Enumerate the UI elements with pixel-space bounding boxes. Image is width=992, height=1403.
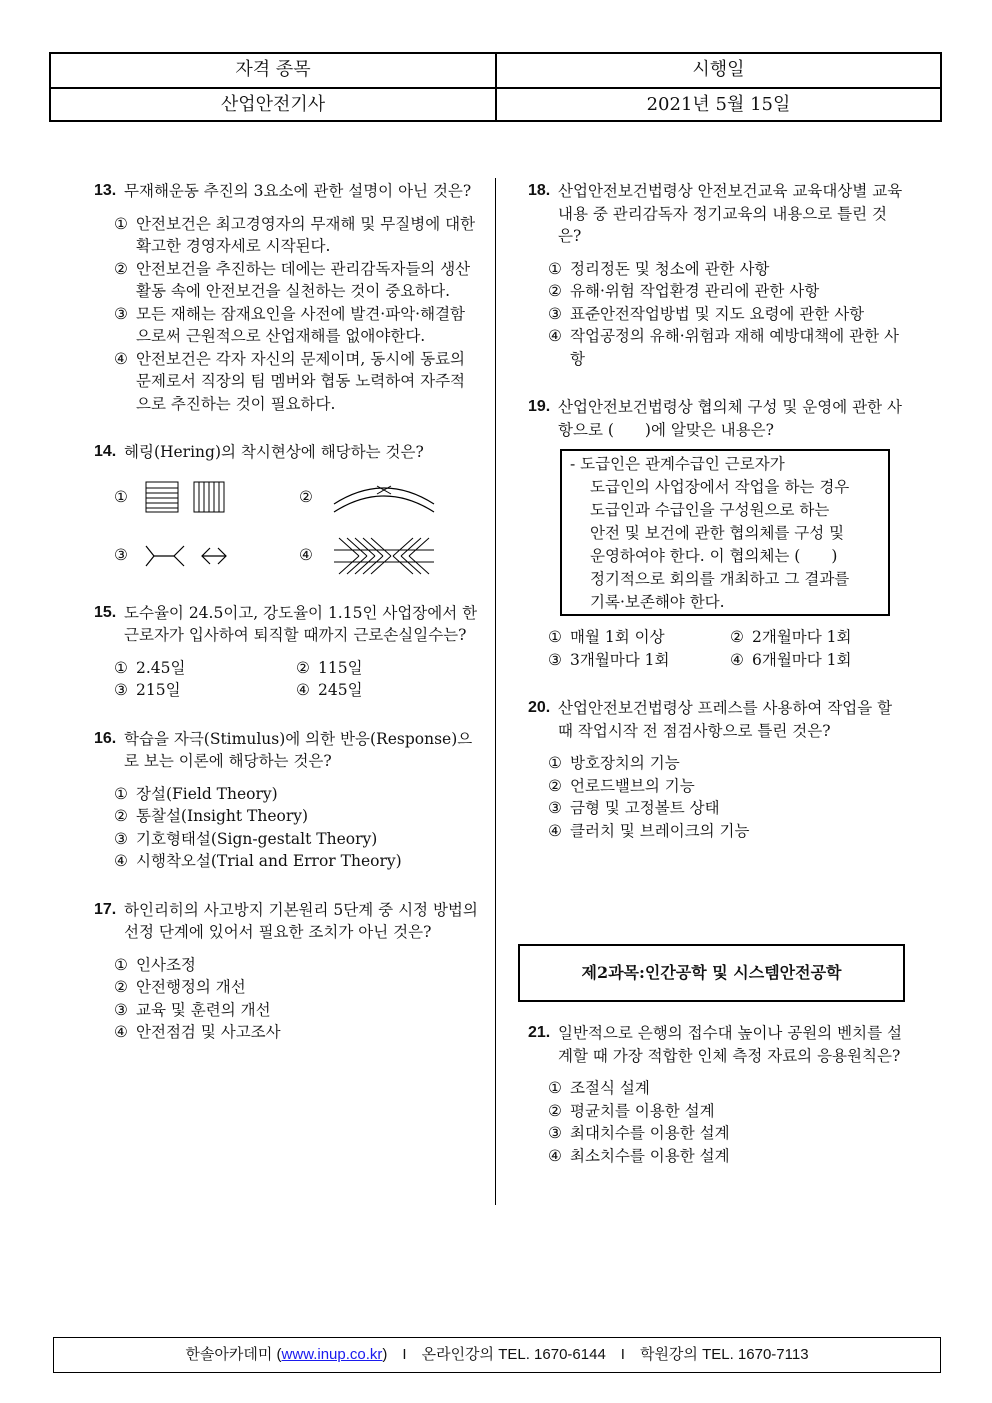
question-text: 일반적으로 은행의 접수대 높이나 공원의 벤치를 설계할 때 가장 적합한 인체 측정 자료의 응용원칙은? [558, 1024, 902, 1065]
question-19-condition-box [560, 449, 890, 616]
option-1[interactable] [548, 1077, 908, 1100]
question-number: 21. [528, 1024, 551, 1041]
option-text: 매월 1회 이상 [570, 628, 665, 646]
option-text: 2.45일 [136, 658, 186, 677]
question-17 [94, 899, 479, 1044]
option-3[interactable] [114, 828, 479, 851]
question-20 [528, 697, 908, 842]
option-mark: ② [730, 628, 744, 646]
question-text: 헤링(Hering)의 착시현상에 해당하는 것은? [124, 443, 424, 461]
option-text: 유해·위험 작업환경 관리에 관한 사항 [570, 282, 820, 300]
column-divider [495, 178, 496, 1205]
exam-header-table [49, 52, 942, 122]
question-18 [528, 180, 908, 370]
option-mark: ② [548, 1101, 562, 1120]
option-4[interactable] [114, 850, 479, 873]
option-text: 기호형태설(Sign-gestalt Theory) [136, 829, 378, 848]
option-mark: ③ [548, 799, 562, 817]
option-mark: ③ [114, 546, 128, 565]
question-number: 19. [528, 398, 551, 415]
figure-option-4[interactable] [299, 536, 484, 576]
option-mark: ③ [548, 304, 562, 323]
question-text: 산업안전보건법령상 프레스를 사용하여 작업을 할 때 작업시작 전 점검사항으로 틀린 것은? [558, 699, 893, 740]
curved-lines-illusion-icon [329, 478, 439, 518]
option-mark: ③ [114, 304, 128, 323]
option-text: 안전점검 및 사고조사 [136, 1023, 281, 1041]
option-text: 모든 재해는 잠재요인을 사전에 발견·파악·해결함으로써 근원적으로 산업재해를 없애야한다. [136, 304, 466, 345]
option-3[interactable] [114, 303, 479, 348]
option-mark: ④ [548, 821, 562, 840]
option-4[interactable] [730, 649, 912, 672]
footer-contact: ) I 온라인강의 TEL. 1670-6144 I 학원강의 TEL. 1670-7113 [382, 1346, 809, 1363]
question-13 [94, 180, 479, 415]
option-mark: ④ [299, 546, 313, 565]
option-mark: ④ [548, 327, 562, 345]
option-mark: ② [114, 807, 128, 825]
option-4[interactable] [296, 679, 478, 702]
option-list [94, 954, 479, 1044]
option-mark: ① [114, 214, 128, 233]
option-1[interactable] [114, 213, 479, 258]
condition-line: 운영하여야 한다. 이 협의체는 ( ) [590, 547, 838, 565]
option-mark: ③ [114, 829, 128, 848]
option-mark: ③ [548, 1124, 562, 1142]
muller-lyer-illusion-icon [144, 536, 244, 576]
option-1[interactable] [114, 954, 479, 977]
option-text: 클러치 및 브레이크의 기능 [570, 821, 750, 840]
condition-line: 도급인의 사업장에서 작업을 하는 경우 [590, 478, 850, 496]
option-mark: ① [548, 754, 562, 772]
option-text: 215일 [136, 681, 181, 699]
option-text: 안전보건을 추진하는 데에는 관리감독자들의 생산 활동 속에 안전보건을 실천하는 것이 중요하다. [136, 259, 471, 300]
option-mark: ④ [730, 650, 744, 669]
left-column [94, 180, 479, 1070]
question-21 [528, 1022, 908, 1167]
option-4[interactable] [548, 325, 908, 370]
option-2[interactable] [548, 1100, 908, 1123]
header-qualification-value: 산업안전기사 [220, 94, 326, 115]
option-text: 방호장치의 기능 [570, 754, 680, 772]
option-3[interactable] [548, 303, 908, 326]
option-mark: ④ [114, 349, 128, 368]
right-column-lower [528, 1022, 908, 1193]
question-text: 산업안전보건법령상 협의체 구성 및 운영에 관한 사항으로 ( )에 알맞은 내용은? [558, 398, 902, 439]
question-text: 무재해운동 추진의 3요소에 관한 설명이 아닌 것은? [124, 182, 472, 200]
option-text: 최소치수를 이용한 설계 [570, 1146, 730, 1165]
question-number: 15. [94, 603, 117, 621]
condition-line: 정기적으로 회의를 개최하고 그 결과를 [590, 570, 850, 588]
option-text: 3개월마다 1회 [570, 650, 670, 669]
condition-line: 기록·보존해야 한다. [590, 593, 725, 611]
question-14 [94, 441, 479, 576]
option-mark: ② [548, 282, 562, 300]
option-mark: ① [114, 784, 128, 803]
option-mark: ① [114, 488, 128, 507]
option-text: 2개월마다 1회 [752, 628, 852, 646]
footer-website-link[interactable]: www.inup.co.kr [281, 1346, 383, 1363]
option-text: 장설(Field Theory) [136, 784, 278, 803]
option-list [94, 213, 479, 416]
option-1[interactable] [548, 258, 908, 281]
option-text: 평균치를 이용한 설계 [570, 1101, 715, 1120]
question-15 [94, 602, 479, 702]
option-text: 통찰설(Insight Theory) [136, 807, 309, 825]
option-text: 안전행정의 개선 [136, 978, 246, 996]
option-list [528, 258, 908, 371]
option-3[interactable] [114, 999, 479, 1022]
header-date-value: 2021년 5월 15일 [495, 89, 940, 122]
option-mark: ② [114, 978, 128, 996]
option-3[interactable] [114, 679, 296, 702]
option-3[interactable] [548, 797, 908, 820]
option-2[interactable] [114, 976, 479, 999]
header-row-titles [51, 54, 940, 87]
option-3[interactable] [548, 1122, 908, 1145]
question-number: 13. [94, 182, 117, 199]
condition-line: 도급인과 수급인을 구성원으로 하는 [590, 501, 830, 519]
option-2[interactable] [548, 775, 908, 798]
stripes-illusion-icon [144, 478, 244, 518]
option-text: 최대치수를 이용한 설계 [570, 1124, 730, 1142]
option-mark: ④ [296, 681, 310, 699]
figure-option-3[interactable] [114, 536, 299, 576]
option-text: 조절식 설계 [570, 1079, 650, 1097]
option-mark: ② [114, 259, 128, 278]
option-mark: ① [548, 628, 562, 646]
option-list [528, 1077, 908, 1167]
option-text: 6개월마다 1회 [752, 650, 852, 669]
option-3[interactable] [548, 649, 730, 672]
option-text: 245일 [318, 681, 363, 699]
question-number: 17. [94, 900, 117, 918]
header-date-title: 시행일 [495, 54, 940, 87]
option-list [94, 783, 479, 873]
question-text: 하인리히의 사고방지 기본원리 5단계 중 시정 방법의 선정 단계에 있어서 필요한 조치가 아닌 것은? [124, 900, 478, 941]
option-text: 인사조정 [136, 955, 196, 974]
question-16 [94, 728, 479, 873]
condition-line: 안전 및 보건에 관한 협의체를 구성 및 [590, 524, 845, 542]
option-2[interactable] [114, 258, 479, 303]
header-row-values [51, 87, 940, 122]
option-mark: ① [548, 1079, 562, 1097]
option-text: 작업공정의 유해·위험과 재해 예방대책에 관한 사항 [570, 327, 900, 368]
figure-option-2[interactable] [299, 478, 484, 518]
option-1[interactable] [114, 657, 296, 680]
page-footer [53, 1337, 941, 1373]
condition-line: - 도급인은 관계수급인 근로자가 [570, 455, 785, 473]
question-text: 도수율이 24.5이고, 강도율이 1.15인 사업장에서 한 근로자가 입사하여 퇴직할 때까지 근로손실일수는? [124, 603, 478, 644]
option-mark: ② [296, 658, 310, 677]
option-1[interactable] [548, 626, 730, 649]
option-text: 교육 및 훈련의 개선 [136, 1000, 271, 1019]
question-number: 14. [94, 443, 117, 460]
option-text: 안전보건은 최고경영자의 무재해 및 무질병에 대한 확고한 경영자세로 시작된다. [136, 214, 476, 255]
question-text: 산업안전보건법령상 안전보건교육 교육대상별 교육내용 중 관리감독자 정기교육의 내용으로 틀린 것은? [558, 182, 903, 245]
header-qualification-title: 자격 종목 [235, 59, 311, 80]
option-mark: ② [299, 488, 313, 507]
option-text: 금형 및 고정볼트 상태 [570, 799, 720, 817]
option-4[interactable] [114, 348, 479, 416]
option-4[interactable] [114, 1021, 479, 1044]
option-mark: ① [114, 658, 128, 677]
option-mark: ① [548, 259, 562, 278]
option-mark: ④ [114, 852, 128, 870]
question-text: 학습을 자극(Stimulus)에 의한 반응(Response)으로 보는 이론에 해당하는 것은? [124, 729, 473, 770]
option-mark: ③ [548, 650, 562, 669]
footer-academy: 한솔아카데미 ( [185, 1346, 282, 1363]
option-list [94, 657, 479, 702]
question-19 [528, 396, 908, 671]
question-number: 18. [528, 182, 551, 199]
option-text: 표준안전작업방법 및 지도 요령에 관한 사항 [570, 304, 865, 323]
option-text: 언로드밸브의 기능 [570, 776, 695, 795]
option-text: 정리정돈 및 청소에 관한 사항 [570, 259, 770, 278]
option-1[interactable] [548, 752, 908, 775]
option-2[interactable] [548, 280, 908, 303]
option-mark: ② [548, 776, 562, 795]
option-mark: ④ [114, 1023, 128, 1041]
option-mark: ③ [114, 681, 128, 699]
option-text: 시행착오설(Trial and Error Theory) [136, 852, 402, 870]
option-2[interactable] [114, 805, 479, 828]
section-title-subject-2: 제2과목:인간공학 및 시스템안전공학 [518, 944, 905, 1002]
option-text: 115일 [318, 658, 363, 677]
option-list [528, 626, 908, 671]
hatched-lines-illusion-icon [329, 536, 439, 576]
question-number: 20. [528, 699, 551, 716]
option-list [528, 752, 908, 842]
option-text: 안전보건은 각자 자신의 문제이며, 동시에 동료의 문제로서 직장의 팀 멤버와 협동 노력하여 자주적으로 추진하는 것이 필요하다. [136, 349, 466, 413]
right-column [528, 180, 908, 868]
option-4[interactable] [548, 1145, 908, 1168]
option-mark: ④ [548, 1146, 562, 1165]
figure-option-1[interactable] [114, 478, 299, 518]
option-2[interactable] [296, 657, 478, 680]
option-2[interactable] [730, 626, 912, 649]
option-4[interactable] [548, 820, 908, 843]
question-number: 16. [94, 729, 117, 747]
option-1[interactable] [114, 783, 479, 806]
option-mark: ③ [114, 1000, 128, 1019]
figure-options [94, 478, 479, 576]
option-mark: ① [114, 955, 128, 974]
